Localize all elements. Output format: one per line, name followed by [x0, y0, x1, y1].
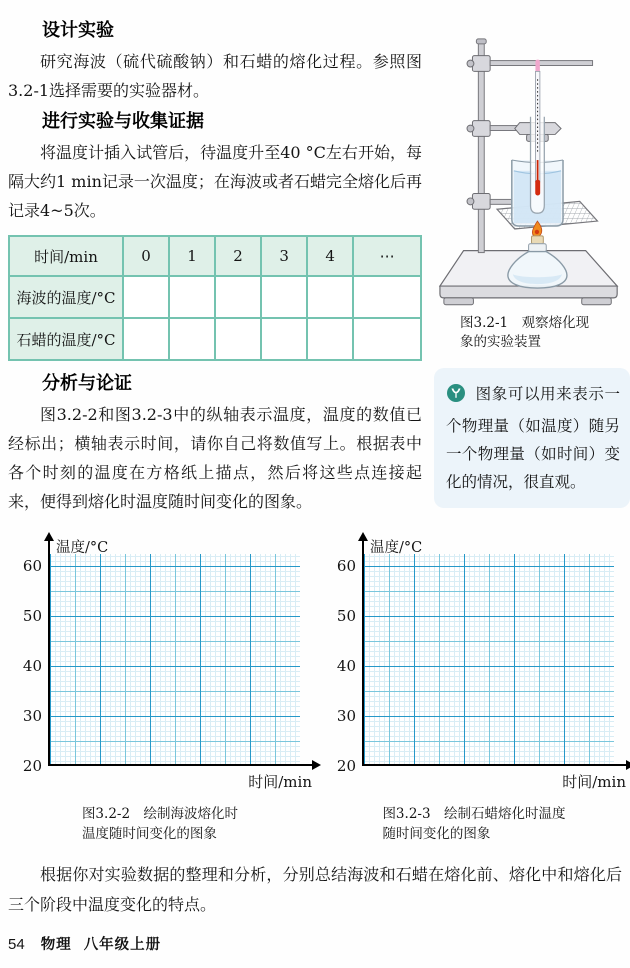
paragraph-analysis: 图3.2-2和图3.2-3中的纵轴表示温度，温度的数值已经标出；横轴表示时间，请你自己将数值写上。根据表中各个时刻的温度在方格纸上描点，然后将这些点连接起来，便得到熔化时温度随时间变化的图象。: [8, 405, 422, 511]
caption-line: 图3.2-3 绘制石蜡熔化时温度: [382, 806, 566, 822]
y-tick-label: 50: [336, 607, 356, 625]
empty-data-cell: [123, 276, 169, 318]
y-axis-arrow-icon: [44, 532, 54, 541]
footer-subject: 物理: [40, 937, 72, 953]
y-tick-label: 60: [336, 557, 356, 575]
ring-arm: [490, 199, 512, 204]
caption-line: 温度随时间变化的图象: [81, 826, 217, 842]
caption-line: 随时间变化的图象: [382, 826, 491, 842]
y-tick-label: 40: [22, 657, 42, 675]
caption-line: 图3.2-2 绘制海波熔化时: [81, 806, 239, 822]
empty-data-cell: [123, 318, 169, 360]
y-tick-label: 30: [22, 707, 42, 725]
empty-data-cell: [353, 318, 421, 360]
graph-paper-grid: [48, 554, 300, 766]
clamp-knob-middle: [467, 125, 474, 132]
table-header-cell: 0: [123, 236, 169, 276]
bosshead-top: [472, 56, 490, 72]
empty-data-cell: [261, 276, 307, 318]
caption-line: 象的实验装置: [460, 334, 541, 350]
y-axis-label: 温度/°C: [370, 540, 423, 556]
top-section: [8, 14, 622, 516]
empty-data-cell: [169, 276, 215, 318]
y-tick-label: 20: [336, 757, 356, 775]
burner-collar: [532, 236, 544, 244]
row-label-cell: 海波的温度/°C: [9, 276, 123, 318]
figure-apparatus: [434, 14, 630, 352]
paragraph-design: 研究海波（硫代硫酸钠）和石蜡的熔化过程。参照图3.2-1选择需要的实验器材。: [8, 52, 422, 100]
margin-note: [434, 368, 630, 508]
x-axis-arrow-icon: [312, 760, 321, 770]
flame-core: [535, 230, 539, 234]
table-header-cell: ⋯: [353, 236, 421, 276]
table-header-cell: 时间/min: [9, 236, 123, 276]
table-header-cell: 2: [215, 236, 261, 276]
y-tick-label: 20: [22, 757, 42, 775]
clamp-knob-top: [467, 60, 474, 67]
charts-row: [8, 534, 626, 844]
y-axis: [48, 540, 50, 555]
row-label-cell: 石蜡的温度/°C: [9, 318, 123, 360]
main-text-column: [8, 14, 422, 516]
graph-paper-grid: [362, 554, 614, 766]
footer-volume: 八年级上册: [83, 937, 162, 953]
y-tick-label: 30: [336, 707, 356, 725]
bosshead-middle: [472, 121, 490, 137]
x-axis-label: 时间/min: [248, 773, 312, 791]
heading-analysis: 分析与论证: [42, 373, 132, 393]
clamp-knob-lower: [467, 198, 474, 205]
y-axis: [362, 540, 364, 555]
y-tick-label: 50: [22, 607, 42, 625]
page-number: 54: [8, 936, 25, 953]
temperature-record-table: [8, 235, 422, 361]
x-axis-arrow-icon: [626, 760, 630, 770]
thermometer-bulb: [535, 180, 540, 196]
stand-rod: [478, 42, 484, 253]
heading-conduct-experiment: 进行实验与收集证据: [42, 111, 204, 131]
empty-data-cell: [307, 318, 353, 360]
empty-data-cell: [215, 276, 261, 318]
table-header-cell: 3: [261, 236, 307, 276]
margin-note-icon: [446, 383, 466, 412]
melting-chart-shila: [326, 534, 626, 796]
empty-data-cell: [307, 276, 353, 318]
caption-line: 图3.2-1 观察熔化现: [460, 315, 590, 331]
stand-foot-left: [444, 298, 474, 305]
page-footer: [8, 933, 161, 954]
table-row: [9, 276, 421, 318]
chart-block-haibo: [12, 534, 312, 844]
y-axis-label: 温度/°C: [56, 540, 109, 556]
figure-apparatus-caption: [460, 314, 630, 352]
caption-text: [382, 804, 565, 844]
x-axis-label: 时间/min: [562, 773, 626, 791]
crossbar-top: [490, 61, 592, 66]
table-header-cell: 1: [169, 236, 215, 276]
paragraph-conduct: 将温度计插入试管后，待温度升至40 °C左右开始，每隔大约1 min记录一次温度；在海波或者石蜡完全熔化后再记录4~5次。: [8, 143, 422, 220]
table-header-cell: 4: [307, 236, 353, 276]
empty-data-cell: [215, 318, 261, 360]
paragraph-conclusion: 根据你对实验数据的整理和分析，分别总结海波和石蜡在熔化前、熔化中和熔化后三个阶段中温度变化的特点。: [8, 865, 622, 914]
bosshead-lower: [472, 194, 490, 210]
empty-data-cell: [353, 276, 421, 318]
table-header-row: [9, 236, 421, 276]
melting-chart-haibo: [12, 534, 312, 796]
rod-cap: [476, 39, 486, 44]
stand-foot-right: [582, 298, 612, 305]
y-tick-label: 60: [22, 557, 42, 575]
chart-caption-haibo: [12, 804, 308, 844]
heading-design-experiment: 设计实验: [42, 20, 114, 40]
chart-caption-shila: [326, 804, 622, 844]
empty-data-cell: [169, 318, 215, 360]
side-column: [434, 14, 630, 516]
apparatus-illustration: [436, 14, 628, 310]
burner-neck: [529, 244, 547, 252]
chart-block-shila: [326, 534, 626, 844]
empty-data-cell: [261, 318, 307, 360]
caption-text: [82, 804, 238, 844]
table-row: [9, 318, 421, 360]
margin-note-text: 图象可以用来表示一个物理量（如温度）随另一个物理量（如时间）变化的情况，很直观。: [446, 385, 620, 491]
y-tick-label: 40: [336, 657, 356, 675]
y-axis-arrow-icon: [358, 532, 368, 541]
